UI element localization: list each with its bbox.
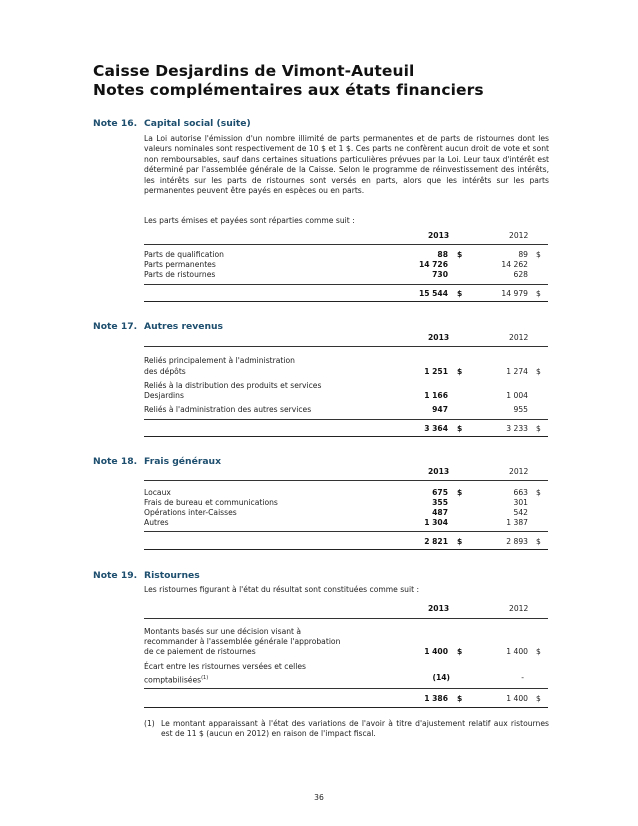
table-rule: [144, 688, 548, 689]
row-label: Frais de bureau et communications: [144, 498, 278, 507]
value-2013: 675: [432, 488, 448, 497]
value-2012: 663: [513, 488, 528, 497]
currency-symbol: $: [536, 537, 541, 546]
total-2013: 1 386: [424, 694, 448, 703]
table-rule: [144, 436, 548, 437]
value-2013: 1 166: [424, 391, 448, 400]
table-rule: [144, 618, 548, 619]
row-label: Parts de qualification: [144, 250, 224, 259]
value-2013: 14 726: [418, 260, 448, 269]
value-2012: 955: [513, 405, 528, 414]
row-label: Reliés à la distribution des produits et services: [144, 381, 322, 390]
row-label: Locaux: [144, 488, 171, 497]
value-2012: 301: [513, 498, 528, 507]
row-label: Parts permanentes: [144, 260, 216, 269]
currency-symbol: $: [536, 488, 541, 497]
value-2012: 542: [513, 508, 528, 517]
table-rule: [144, 480, 548, 481]
note-16-title: Capital social (suite): [144, 118, 251, 129]
year-2012-header: 2012: [509, 231, 529, 240]
value-2012: 1 387: [506, 518, 528, 527]
document-subtitle: Notes complémentaires aux états financiers: [93, 81, 484, 99]
year-2012-header: 2012: [509, 604, 529, 613]
note-19-title: Ristournes: [144, 570, 200, 581]
value-2012: 1 274: [506, 367, 528, 376]
currency-symbol: $: [457, 250, 463, 259]
year-2012-header: 2012: [509, 467, 529, 476]
currency-symbol: $: [457, 488, 463, 497]
value-2013: 1 304: [424, 518, 448, 527]
note-16-paragraph: La Loi autorise l'émission d'un nombre illimité de parts permanentes et de parts de ristournes dont les valeurs nominales sont respectivement de 10 $ et 1 $. Ces parts ne confèrent aucun droit de vote et sont non remboursables, sauf dans certaines situations particulières prévues par la Loi. Leur taux d'intérêt est déterminé par l'assemblée générale de la Caisse. Selon le programme de réinvestissement des intérêts, les intérêts sur les parts de ristournes sont versés en parts, alors que les intérêts sur les parts permanentes peuvent être payés en espèces ou en parts.: [144, 134, 549, 196]
document-title: Caisse Desjardins de Vimont-Auteuil: [93, 62, 415, 80]
year-2013-header: 2013: [428, 467, 450, 476]
table-rule: [144, 301, 548, 302]
value-2012: 1 400: [506, 647, 528, 656]
row-label: Reliés principalement à l'administration: [144, 356, 295, 365]
value-2013: 730: [432, 270, 448, 279]
value-2012: 1 004: [506, 391, 528, 400]
value-2012: 14 262: [501, 260, 528, 269]
currency-symbol: $: [536, 647, 541, 656]
row-label: Autres: [144, 518, 169, 527]
currency-symbol: $: [457, 694, 463, 703]
footnote-reference: (1): [201, 675, 209, 681]
note-18-title: Frais généraux: [144, 456, 222, 467]
total-2012: 2 893: [506, 537, 528, 546]
footnote: [144, 719, 549, 740]
currency-symbol: $: [536, 694, 541, 703]
year-2013-header: 2013: [428, 333, 450, 342]
footnote-mark: (1): [144, 719, 155, 728]
currency-symbol: $: [457, 537, 463, 546]
value-2012: -: [521, 673, 524, 682]
table-rule: [144, 284, 548, 285]
total-2013: 15 544: [418, 289, 448, 298]
currency-symbol: $: [536, 424, 541, 433]
currency-symbol: $: [457, 647, 463, 656]
value-2013: 1 251: [424, 367, 448, 376]
currency-symbol: $: [457, 424, 463, 433]
value-2013: 947: [432, 405, 448, 414]
year-2013-header: 2013: [428, 231, 450, 240]
row-label: Reliés à l'administration des autres services: [144, 405, 312, 414]
currency-symbol: $: [536, 367, 541, 376]
value-2013: 88: [437, 250, 448, 259]
total-2013: 2 821: [424, 537, 448, 546]
currency-symbol: $: [457, 289, 463, 298]
year-2013-header: 2013: [428, 604, 450, 613]
note-16-intro: Les parts émises et payées sont réparties comme suit :: [144, 216, 355, 225]
total-2012: 1 400: [506, 694, 528, 703]
row-label: Opérations inter-Caisses: [144, 508, 237, 517]
note-17-title: Autres revenus: [144, 321, 224, 332]
total-2012: 14 979: [501, 289, 528, 298]
value-2013: 1 400: [424, 647, 448, 656]
row-label: Écart entre les ristournes versées et celles: [144, 662, 306, 671]
note-18-label: Note 18.: [93, 456, 138, 467]
table-rule: [144, 549, 548, 550]
table-rule: [144, 244, 548, 245]
total-2013: 3 364: [424, 424, 448, 433]
year-2012-header: 2012: [509, 333, 529, 342]
currency-symbol: $: [536, 250, 541, 259]
note-17-label: Note 17.: [93, 321, 138, 332]
table-rule: [144, 346, 548, 347]
note-19-label: Note 19.: [93, 570, 138, 581]
value-2012: 628: [513, 270, 528, 279]
note-16-label: Note 16.: [93, 118, 138, 129]
currency-symbol: $: [536, 289, 541, 298]
table-rule: [144, 419, 548, 420]
table-rule: [144, 707, 548, 708]
value-2013: 487: [432, 508, 448, 517]
value-2013: 355: [432, 498, 448, 507]
page-number: 36: [314, 793, 324, 802]
row-label: Montants basés sur une décision visant à: [144, 627, 302, 636]
value-2013: (14): [432, 673, 450, 682]
value-2012: 89: [518, 250, 528, 259]
footnote-text: Le montant apparaissant à l'état des variations de l'avoir à titre d'ajustement relatif aux ristournes est de 11 $ (aucun en 2012) en raison de l'impact fiscal.: [161, 719, 549, 739]
row-label: de ce paiement de ristournes: [144, 647, 256, 656]
note-19-intro: Les ristournes figurant à l'état du résultat sont constituées comme suit :: [144, 585, 420, 594]
row-label: recommander à l'assemblée générale l'approbation: [144, 637, 341, 646]
currency-symbol: $: [457, 367, 463, 376]
row-label: des dépôts: [144, 367, 186, 376]
table-rule: [144, 531, 548, 532]
row-label: Desjardins: [144, 391, 184, 400]
total-2012: 3 233: [506, 424, 528, 433]
row-label: Parts de ristournes: [144, 270, 216, 279]
row-label: comptabilisées$^{(1)}$: [144, 675, 209, 685]
